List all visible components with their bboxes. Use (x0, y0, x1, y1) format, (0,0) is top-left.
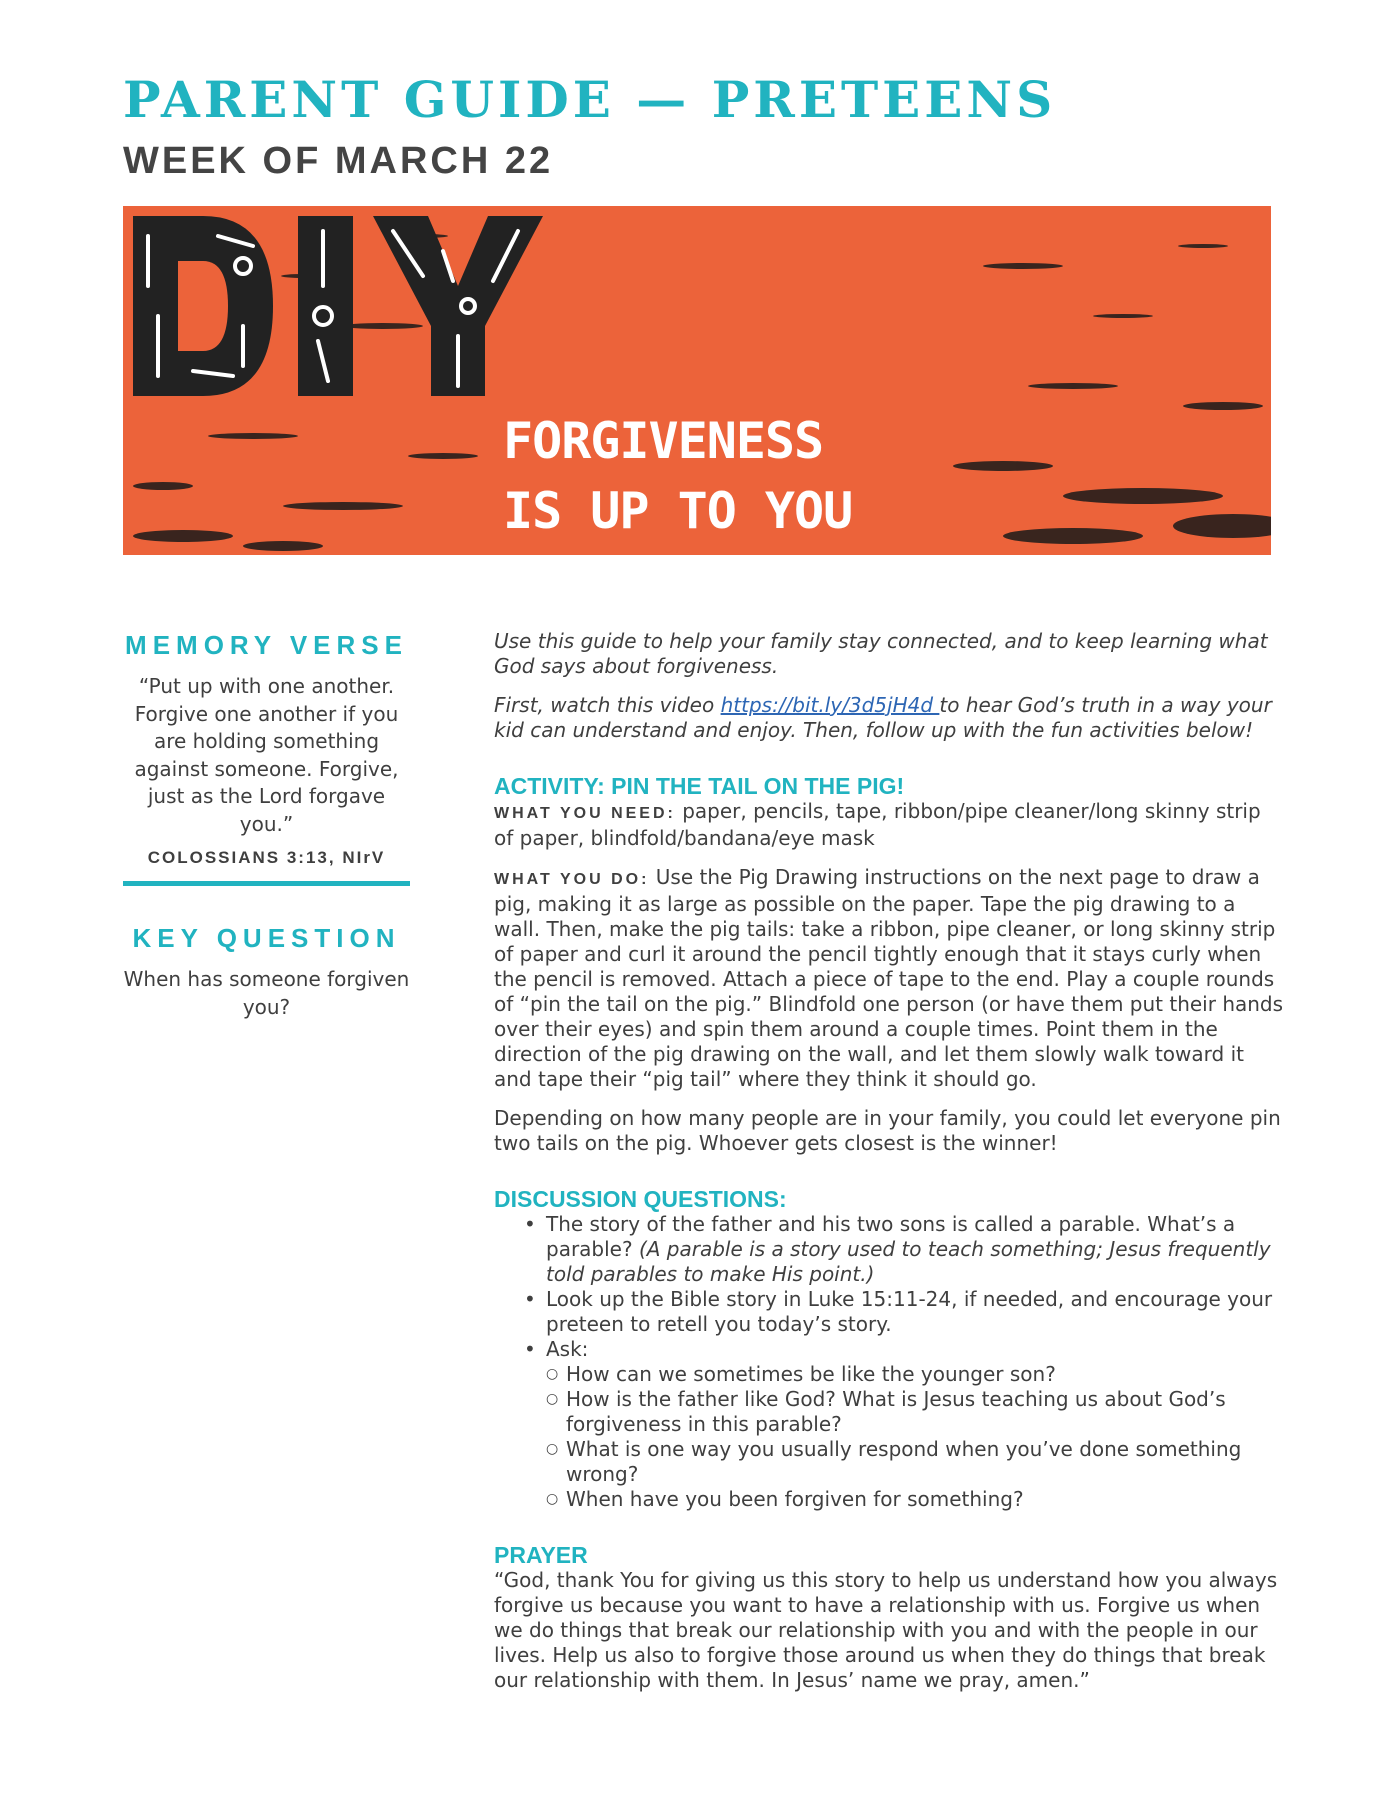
video-text-after: to hear God’s truth in a way your kid can understand and enjoy. Then, follow up with the fun activities below! (494, 693, 1272, 742)
question-3: Ask: (546, 1337, 589, 1361)
discussion-heading: DISCUSSION QUESTIONS: (494, 1186, 787, 1212)
what-you-need (494, 799, 1284, 851)
key-question-text: When has someone forgiven you? (123, 967, 410, 1019)
list-item: ○ How is the father like God? What is Jesus teaching us about God’s forgiveness in this parable? (566, 1387, 1284, 1437)
winner-paragraph: Depending on how many people are in your family, you could let everyone pin two tails on the pig. Whoever gets closest is the winner! (494, 1106, 1281, 1155)
video-paragraph (494, 693, 1284, 743)
video-link[interactable]: https://bit.ly/3d5jH4d (720, 693, 940, 717)
list-item: • Look up the Bible story in Luke 15:11-24, if needed, and encourage your preteen to retell you today’s story. (546, 1287, 1284, 1337)
intro-paragraph: Use this guide to help your family stay connected, and to keep learning what God says about forgiveness. (494, 629, 1268, 678)
diy-logo (123, 206, 583, 406)
what-you-do (494, 865, 1284, 1092)
memory-verse-reference: COLOSSIANS 3:13, NIrV (147, 848, 386, 867)
sidebar-divider (123, 881, 410, 886)
main-content (494, 629, 1284, 1693)
banner-tagline-line2: IS UP TO YOU (503, 482, 853, 540)
what-you-need-text: paper, pencils, tape, ribbon/pipe cleaner/long skinny strip of paper, blindfold/bandana/eye mask (494, 799, 1261, 850)
key-question-heading: KEY QUESTION (132, 923, 401, 953)
discussion-list (494, 1212, 1284, 1512)
list-item: ○ How can we sometimes be like the younger son? (566, 1362, 1284, 1387)
list-item: ○ What is one way you usually respond when you’ve done something wrong? (566, 1437, 1284, 1487)
hero-banner (123, 206, 1271, 555)
list-item (546, 1212, 1284, 1287)
prayer-text: “God, thank You for giving us this story to help us understand how you always forgive us because you want to have a relationship with us. Forgive us when we do things that break our relationship with you and with the people in our lives. Help us also to forgive those around us when they do things that break our relationship with them. In Jesus’ name we pray, amen.” (494, 1568, 1278, 1692)
what-you-do-label: WHAT YOU DO: (494, 871, 650, 888)
list-item: ○ When have you been forgiven for something? (566, 1487, 1284, 1512)
list-item (546, 1337, 1284, 1512)
key-question-panel (123, 923, 410, 1021)
banner-tagline-line1: FORGIVENESS (503, 412, 824, 470)
question-1-note: (A parable is a story used to teach something; Jesus frequently told parables to make His point.) (546, 1237, 1271, 1286)
page-title: PARENT GUIDE — PRETEENS (123, 70, 1057, 129)
memory-verse-heading: MEMORY VERSE (125, 630, 408, 660)
memory-verse-panel (123, 630, 410, 868)
question-1: The story of the father and his two sons is called a parable. What’s a parable? (546, 1212, 1236, 1261)
what-you-need-label: WHAT YOU NEED: (494, 805, 676, 822)
what-you-do-text: Use the Pig Drawing instructions on the next page to draw a pig, making it as large as possible on the paper. Tape the pig drawing to a wall. Then, make the pig tails: take a ribbon, pipe cleaner, or long skinny strip of paper and curl it around the pencil tightly enough that it stays curly when the pencil is removed. Attach a piece of tape to the end. Play a couple rounds of “pin the tail on the pig.” Blindfold one person (or have them put their hands over their eyes) and spin them around a couple times. Point them in the direction of the pig drawing on the wall, and let them slowly walk toward it and tape their “pig tail” where they think it should go. (494, 865, 1284, 1091)
ask-sublist (546, 1362, 1284, 1512)
page-subtitle: WEEK OF MARCH 22 (123, 140, 554, 182)
activity-heading: ACTIVITY: PIN THE TAIL ON THE PIG! (494, 773, 905, 799)
video-text-before: First, watch this video (494, 693, 721, 717)
prayer-heading: PRAYER (494, 1542, 588, 1568)
memory-verse-text: “Put up with one another. Forgive one another if you are holding something against someone. Forgive, just as the Lord forgave you.” (134, 674, 399, 836)
